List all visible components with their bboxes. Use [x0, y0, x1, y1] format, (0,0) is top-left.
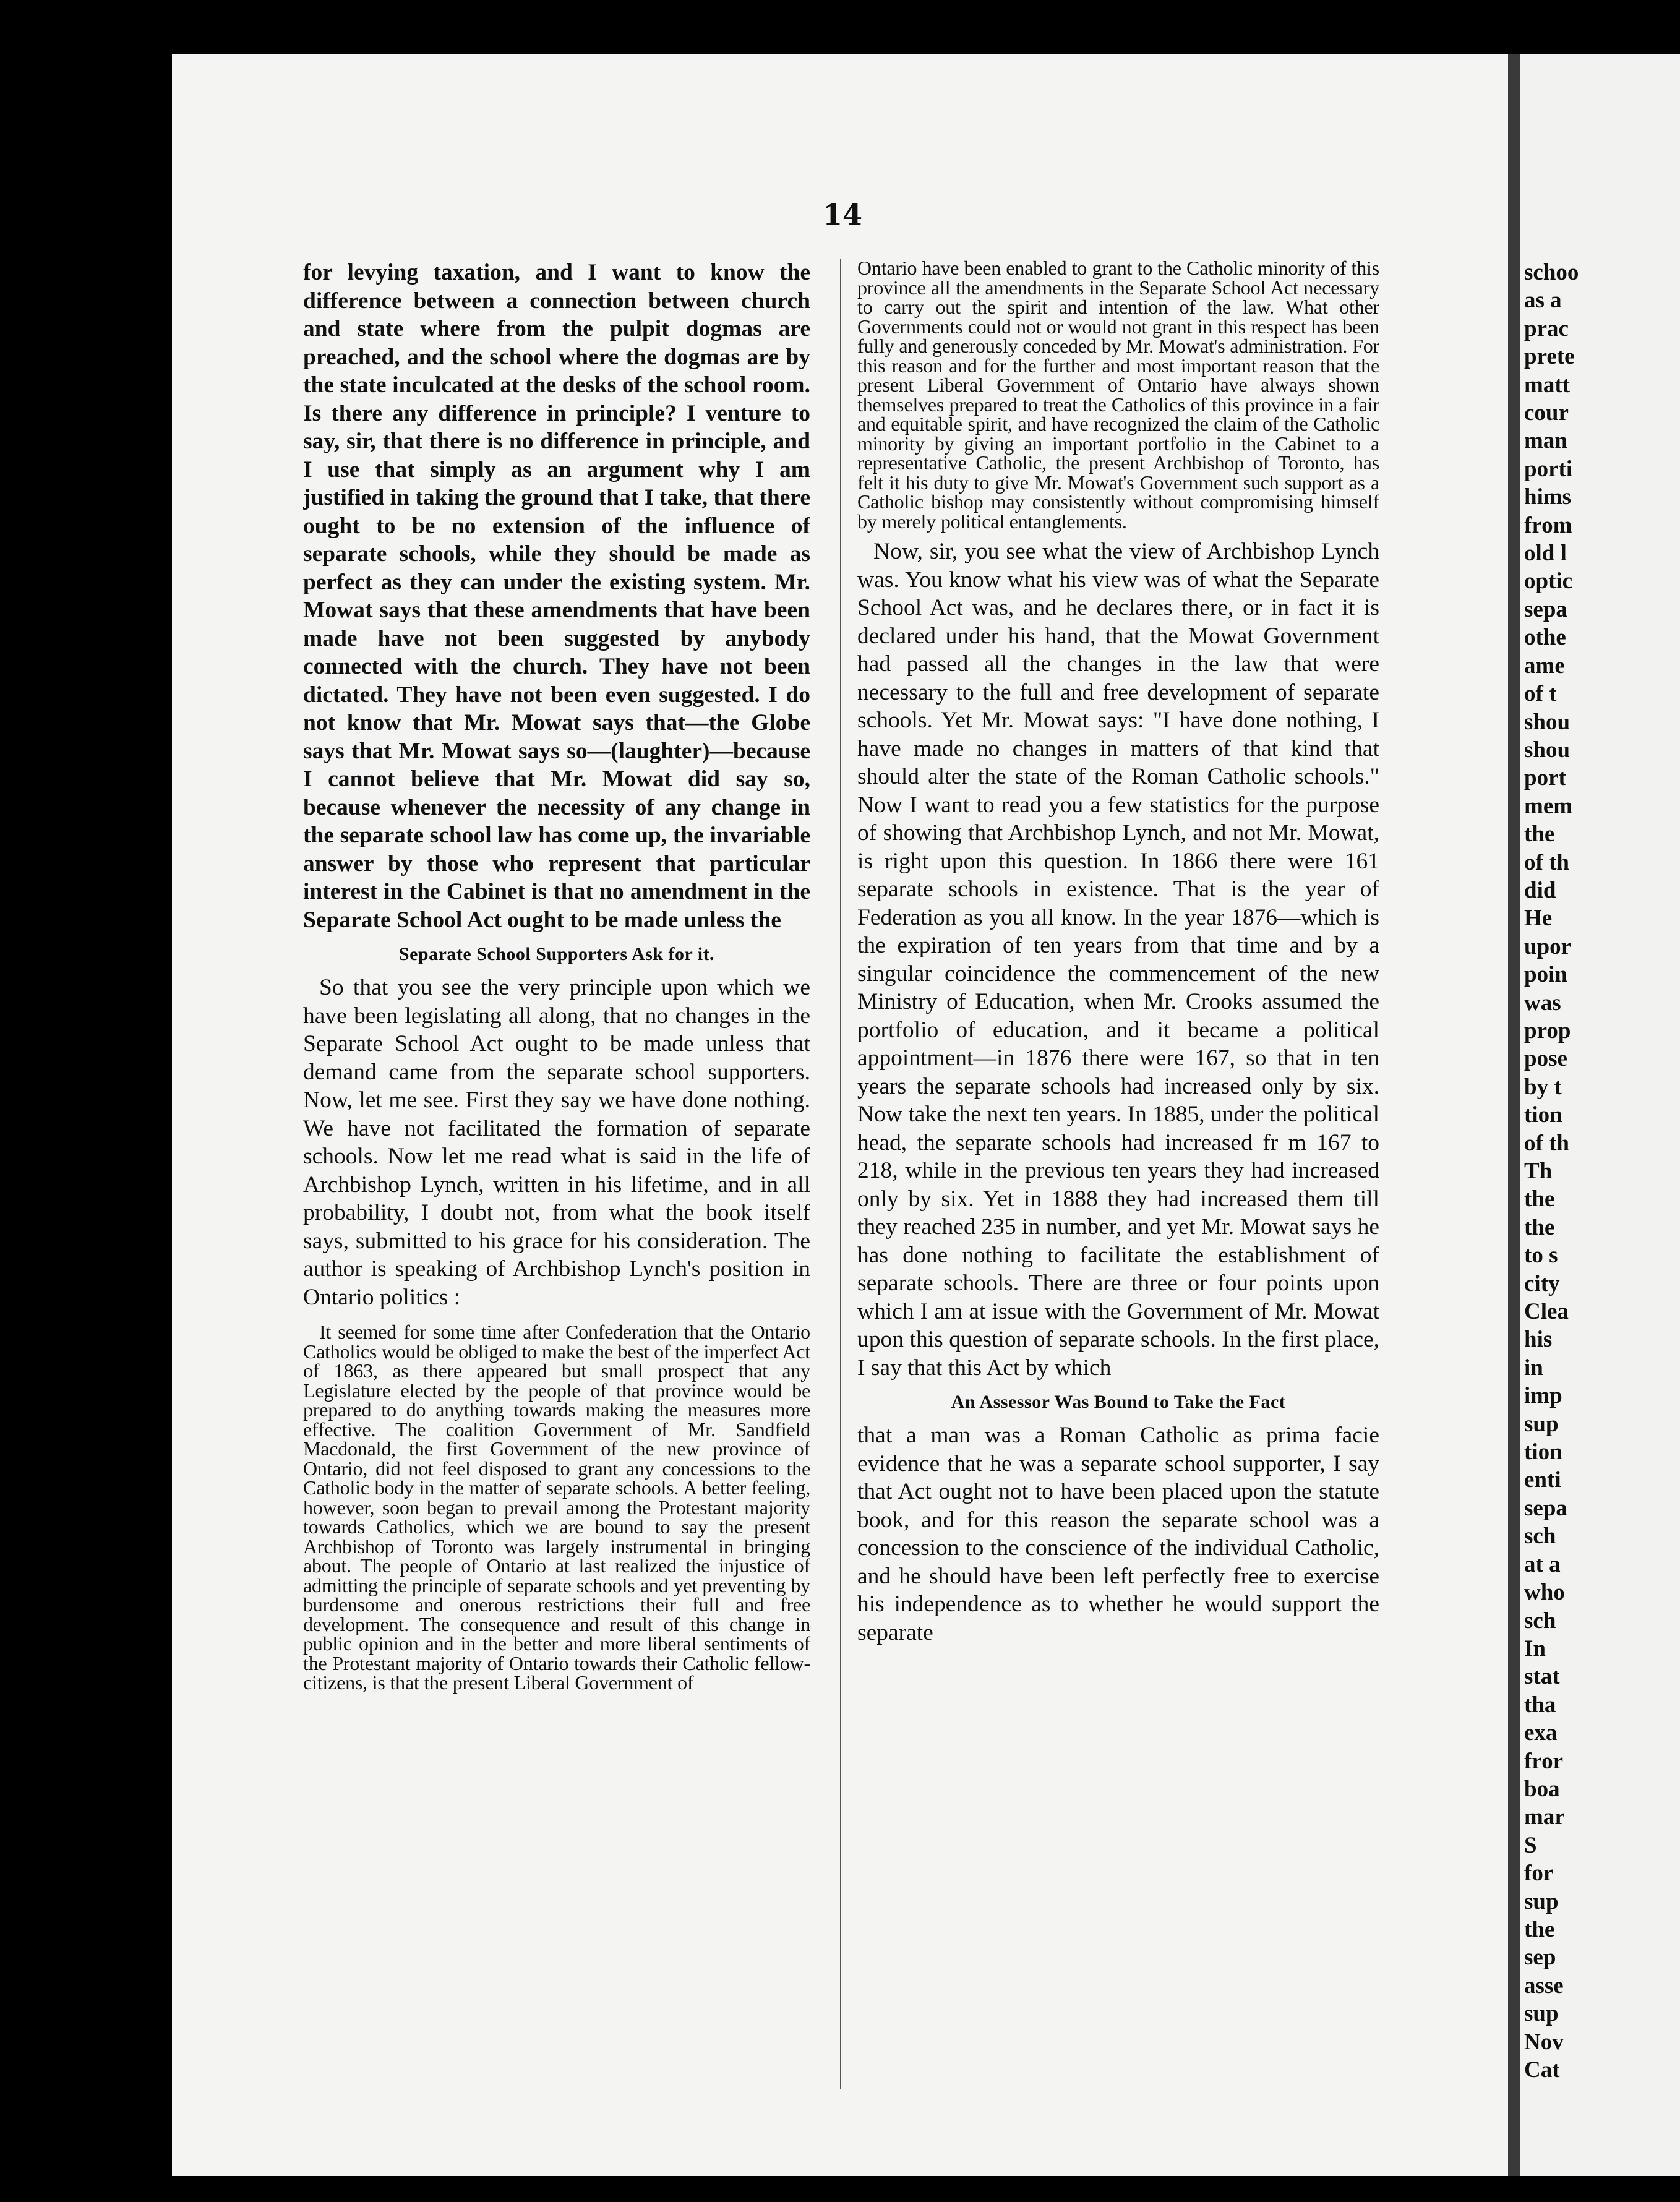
next-page-fragment: sch	[1524, 1608, 1556, 1634]
next-page-fragment: was	[1524, 990, 1561, 1016]
middle-subheading: An Assessor Was Bound to Take the Fact	[951, 1392, 1286, 1412]
next-page-fragment: shou	[1524, 737, 1571, 763]
next-page-fragment: his	[1524, 1327, 1553, 1353]
next-page-fragment: sup	[1524, 2001, 1559, 2027]
middle-paragraph-1: Now, sir, you see what the view of Archbishop Lynch was. You know what his view was of what the Separate School Act was, and he declares there, or in fact it is declared under his hand, that the Mowat Government had passed all the changes in the law that were necessary to the full and free development of separate schools. Yet Mr. Mowat says: "I have done nothing, I have made no changes in matters of that kind that should alter the state of the Roman Catholic schools." Now I want to read you a few statistics for the purpose of showing that Archbishop Lynch, and not Mr. Mowat, is right upon this question. In 1866 there were 161 separate schools in existence. That is the year of Federation as you all know. In the year 1876—which is the expiration of ten years from that time and by a singular coincidence the commencement of the new Ministry of Education, when Mr. Crooks assumed the portfolio of education, and it became a political appointment—in 1876 there were 167, so that in ten years the separate schools had increased only by six. Now take the next ten years. In 1885, under the political head, the separate schools had increased fr m 167 to 218, while in the previous ten years they had increased only by six. Yet in 1888 they had increased them till they reached 235 in number, and yet Mr. Mowat says he has done nothing to facilitate the establishment of separate schools. There are three or four points upon which I am at issue with the Government of Mr. Mowat upon this question of separate schools. In the first place, I say that this Act by which	[857, 539, 1379, 1381]
next-page-fragment: porti	[1524, 456, 1573, 482]
next-page-fragment: ame	[1524, 653, 1565, 679]
next-page-fragment: at a	[1524, 1551, 1561, 1577]
next-page-fragment: imp	[1524, 1383, 1562, 1409]
next-page-fragment: Cat	[1524, 2057, 1560, 2083]
next-page-fragment: othe	[1524, 625, 1566, 651]
next-page-fragment: In	[1524, 1635, 1546, 1661]
next-page-fragment: mar	[1524, 1804, 1565, 1830]
next-page-fragment: tion	[1524, 1439, 1562, 1465]
next-page-fragment: the	[1524, 821, 1555, 847]
page-gutter	[1508, 54, 1520, 2176]
next-page-fragment: boa	[1524, 1776, 1560, 1802]
next-page-fragment: who	[1524, 1580, 1565, 1606]
next-page-fragment: prete	[1524, 344, 1575, 370]
next-page-fragment: sepa	[1524, 596, 1567, 622]
next-page-fragment: prac	[1524, 315, 1569, 341]
left-column	[303, 259, 810, 2083]
next-page-fragment: of th	[1524, 849, 1569, 875]
next-page-fragment: as a	[1524, 288, 1562, 314]
next-page-fragment: did	[1524, 877, 1556, 903]
middle-paragraph-2: that a man was a Roman Catholic as prima facie evidence that he was a separate school supporter, I say that Act ought not to have been placed upon the statute book, and for this reason the separate school was a concession to the conscience of the individual Catholic, and he should have been left perfectly free to exercise his independence as to whether he would support the separate	[857, 1423, 1379, 1645]
next-page-fragment: sch	[1524, 1523, 1556, 1549]
next-page-edge	[1520, 54, 1680, 2176]
next-page-fragment: enti	[1524, 1467, 1561, 1493]
next-page-fragment: shou	[1524, 709, 1571, 735]
next-page-fragment: for	[1524, 1861, 1554, 1887]
next-page-fragment: tion	[1524, 1102, 1562, 1128]
next-page-fragment: stat	[1524, 1664, 1560, 1690]
next-page-fragment: upor	[1524, 933, 1572, 959]
next-page-fragment: sep	[1524, 1945, 1556, 1971]
next-page-fragment: Clea	[1524, 1299, 1569, 1325]
next-page-fragment: asse	[1524, 1973, 1564, 1999]
left-subheading: Separate School Supporters Ask for it.	[398, 944, 715, 964]
next-page-fragment: He	[1524, 906, 1553, 932]
next-page-fragment: Nov	[1524, 2029, 1564, 2055]
page-number: 14	[823, 198, 863, 231]
next-page-fragment: S	[1524, 1832, 1537, 1858]
next-page-fragment: to s	[1524, 1243, 1558, 1269]
next-page-fragment: cour	[1524, 400, 1569, 426]
next-page-fragments	[1524, 259, 1579, 2084]
left-paragraph-1: for levying taxation, and I want to know the difference between a connection between church and state where from the pulpit dogmas are preached, and the school where the dogmas are by the state inculcated at the desks of the school room. Is there any difference in principle? I venture to say, sir, that there is no difference in principle, and I use that simply as an argument why I am justified in taking the ground that I take, that there ought to be no extension of the influence of separate schools, while they should be made as perfect as they can under the existing system. Mr. Mowat says that these amendments that have been made have not been suggested by anybody connected with the church. They have not been dictated. They have not been even suggested. I do not know that Mr. Mowat says that—the Globe says that Mr. Mowat says so—(laughter)—because I cannot believe that Mr. Mowat did say so, because whenever the necessity of any change in the separate school law has come up, the invariable answer by those who represent that particular interest in the Cabinet is that no amendment in the Separate School Act ought to be made unless the	[303, 260, 810, 933]
next-page-fragment: of t	[1524, 681, 1557, 707]
next-page-fragment: poin	[1524, 962, 1567, 988]
next-page-fragment: hims	[1524, 484, 1572, 510]
next-page-fragment: sepa	[1524, 1495, 1567, 1521]
middle-column	[857, 259, 1379, 2083]
next-page-fragment: old l	[1524, 541, 1567, 567]
next-page-fragment: matt	[1524, 372, 1570, 398]
left-paragraph-2: So that you see the very principle upon which we have been legislating all along, that no changes in the Separate School Act ought to be made unless that demand came from the separate school supporters. Now, let me see. First they say we have done nothing. We have not facilitated the formation of separate schools. Now let me read what is said in the life of Archbishop Lynch, written in his lifetime, and in all probability, I doubt not, from what the book itself says, submitted to his grace for his consideration. The author is speaking of Archbishop Lynch's position in Ontario politics :	[303, 975, 810, 1310]
next-page-fragment: the	[1524, 1186, 1555, 1212]
next-page-fragment: sup	[1524, 1888, 1559, 1914]
next-page-fragment: mem	[1524, 793, 1573, 819]
next-page-fragment: of th	[1524, 1130, 1569, 1156]
next-page-fragment: city	[1524, 1270, 1560, 1296]
next-page-fragment: by t	[1524, 1074, 1562, 1100]
column-rule	[840, 259, 841, 2089]
left-quotation: It seemed for some time after Confederation that the Ontario Catholics would be obliged to make the best of the imperfect Act of 1863, as there appeared but small prospect that any Legislature elected by the people of that province would be prepared to do anything towards making the measures more effective. The coalition Government of Mr. Sandfield Macdonald, the first Government of the new province of Ontario, did not feel disposed to grant any concessions to the Catholic body in the matter of separate schools. A better feeling, however, soon began to prevail among the Protestant majority towards Catholics, which we are bound to say the present Archbishop of Toronto was largely instrumental in bringing about. The people of Ontario at last realized the injustice of admitting the principle of separate schools and yet preventing by burdensome and onerous restrictions their full and free development. The consequence and result of this change in public opinion and in the better and more liberal sentiments of the Protestant majority of Ontario towards their Catholic fellow-citizens, is that the present Liberal Government of	[303, 1321, 810, 1694]
next-page-fragment: from	[1524, 512, 1572, 538]
next-page-fragment: port	[1524, 765, 1566, 791]
next-page-fragment: the	[1524, 1916, 1555, 1942]
next-page-fragment: schoo	[1524, 260, 1579, 285]
next-page-fragment: prop	[1524, 1017, 1571, 1043]
next-page-fragment: sup	[1524, 1411, 1559, 1437]
next-page-fragment: optic	[1524, 568, 1573, 594]
next-page-fragment: in	[1524, 1355, 1543, 1381]
next-page-fragment: tha	[1524, 1692, 1556, 1718]
middle-quotation: Ontario have been enabled to grant to the Catholic minority of this province all the amendments in the Separate School Act necessary to carry out the spirit and intention of the law. What other Governments could not or would not grant in this respect has been fully and generously conceded by Mr. Mowat's administration. For this reason and for the further and most important reason that the present Liberal Government of Ontario have always shown themselves prepared to treat the Catholics of this province in a fair and equitable spirit, and have recognized the claim of the Catholic minority by giving an important portfolio in the Cabinet to a representative Catholic, the present Archbishop of Toronto, has felt it his duty to give Mr. Mowat's Government such support as a Catholic bishop may consistently without compromising himself by merely political entanglements.	[857, 259, 1379, 533]
next-page-fragment: man	[1524, 428, 1567, 454]
next-page-fragment: exa	[1524, 1720, 1558, 1746]
next-page-fragment: the	[1524, 1214, 1555, 1240]
next-page-fragment: Th	[1524, 1159, 1553, 1184]
next-page-fragment: pose	[1524, 1046, 1567, 1072]
next-page-fragment: fror	[1524, 1748, 1563, 1774]
